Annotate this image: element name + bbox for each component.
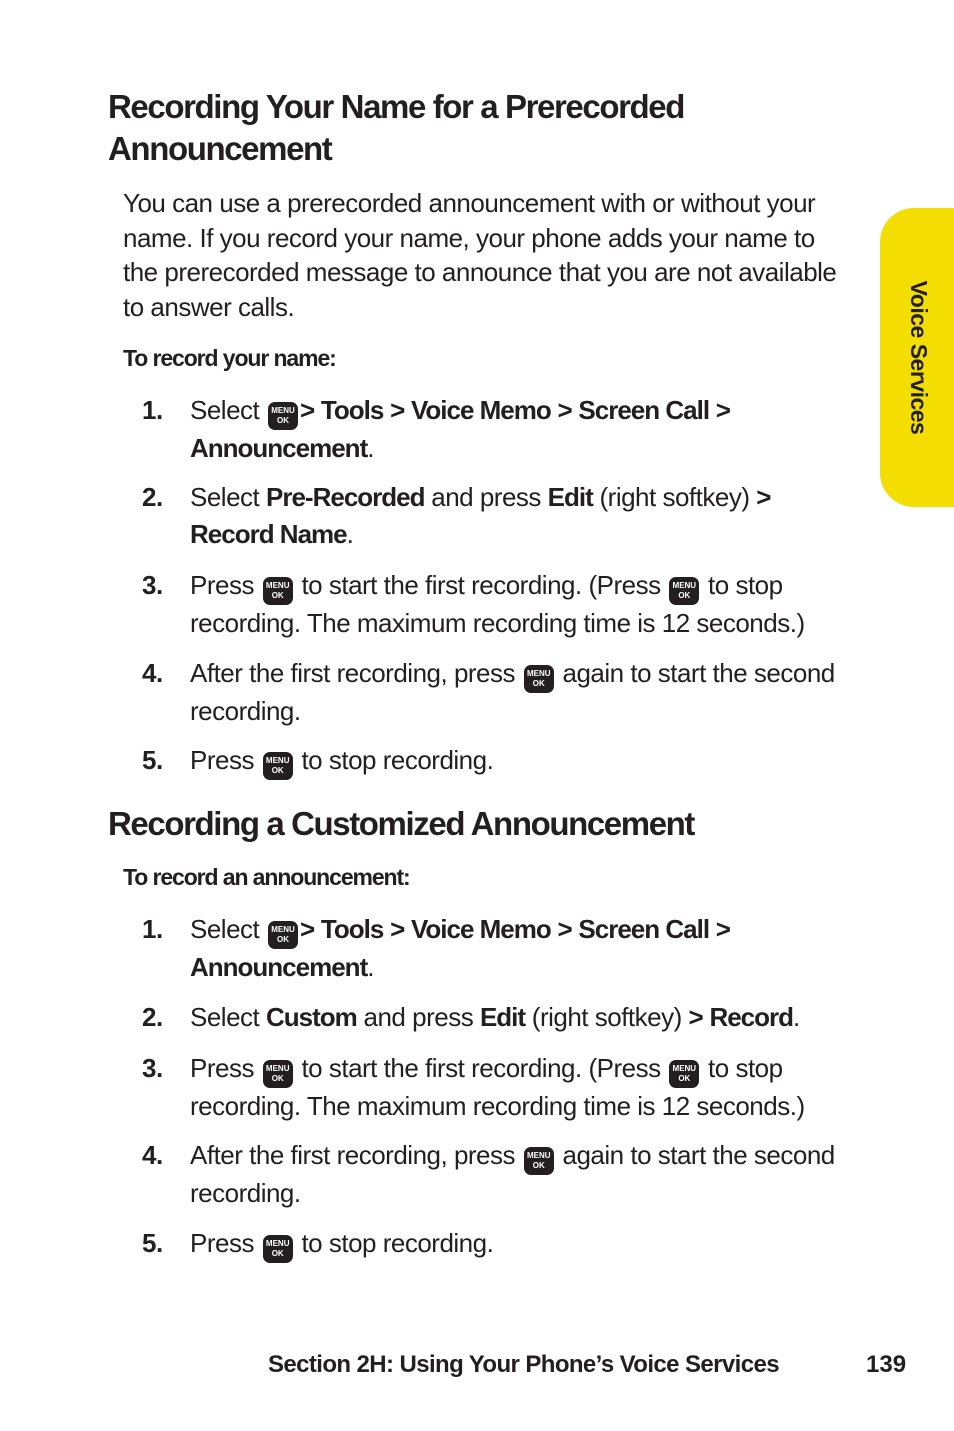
menu-ok-key-icon: MENU OK [268,921,298,949]
step-number: 5. [142,1228,163,1258]
step-4: 4. After the first recording, press MENU OK again to start the second recording. [190,1137,870,1212]
step-number: 1. [142,914,163,944]
softkey-edit: Edit [547,482,593,512]
title-line-1: Recording Your Name for a Prerecorded [108,88,684,125]
menu-path-announcement: Announcement [190,952,368,982]
menu-ok-key-icon: MENU OK [263,752,293,780]
menu-path-voice-memo: Voice Memo [410,395,551,425]
menu-ok-key-icon: MENU OK [669,1060,699,1088]
step-number: 5. [142,745,163,775]
side-tab-label: Voice Services [906,280,933,435]
step-4: 4. After the first recording, press MENU OK again to start the second recording. [190,655,870,730]
menu-path-announcement: Announcement [190,433,368,463]
step-number: 3. [142,570,163,600]
subhead-record-name: To record your name: [123,345,336,371]
step-3: 3. Press MENU OK to start the first recording. (Press MENU OK to stop recording. The maximum recording time is 12 seconds.) [190,567,870,642]
step-number: 2. [142,1002,163,1032]
step-2: 2. Select Custom and press Edit (right softkey) > Record. [190,999,870,1036]
softkey-edit: Edit [479,1002,526,1032]
subhead-record-announcement: To record an announcement: [123,864,410,890]
menu-ok-key-icon: MENU OK [524,1147,554,1175]
title-line-2: Announcement [108,130,332,167]
step-number: 4. [142,1140,163,1170]
option-custom: Custom [266,1002,357,1032]
page-number: 139 [866,1351,907,1378]
step-1: 1. Select MENU OK > Tools > Voice Memo > Screen Call > Announcement. [190,392,870,467]
menu-ok-key-icon: MENU OK [263,577,293,605]
intro-paragraph: You can use a prerecorded announcement with or without your name. If you record your name, your phone adds your name to the prerecorded message to announce that you are not available to answer calls. [123,188,837,322]
step-number: 4. [142,658,163,688]
step-5: 5. Press MENU OK to stop recording. [190,1225,870,1263]
menu-path-tools: Tools [320,395,384,425]
step-5: 5. Press MENU OK to stop recording. [190,742,870,780]
step-number: 2. [142,482,163,512]
side-section-tab [880,208,954,507]
option-pre-recorded: Pre-Recorded [266,482,425,512]
menu-ok-key-icon: MENU OK [263,1060,293,1088]
section-title-name-announcement [108,86,684,170]
menu-ok-key-icon: MENU OK [263,1235,293,1263]
footer-section-title: Section 2H: Using Your Phone’s Voice Services [268,1351,779,1378]
menu-path-voice-memo: Voice Memo [410,914,551,944]
step-3: 3. Press MENU OK to start the first recording. (Press MENU OK to stop recording. The maximum recording time is 12 seconds.) [190,1050,870,1125]
step-number: 1. [142,395,163,425]
option-record: Record [709,1002,794,1032]
menu-path-screen-call: Screen Call [578,914,710,944]
step-text: Select [190,395,260,425]
step-2: 2. Select Pre-Recorded and press Edit (right softkey) > Record Name. [190,479,870,552]
menu-path-tools: Tools [320,914,384,944]
menu-ok-key-icon: MENU OK [268,402,298,430]
step-number: 3. [142,1053,163,1083]
side-tab-label-wrap [888,208,950,507]
menu-ok-key-icon: MENU OK [524,665,554,693]
menu-ok-key-icon: MENU OK [669,577,699,605]
option-record-name: Record Name [190,518,347,549]
section-title-custom-announcement: Recording a Customized Announcement [108,805,694,842]
menu-path-screen-call: Screen Call [578,395,710,425]
step-1: 1. Select MENU OK > Tools > Voice Memo > Screen Call > Announcement. [190,911,870,986]
